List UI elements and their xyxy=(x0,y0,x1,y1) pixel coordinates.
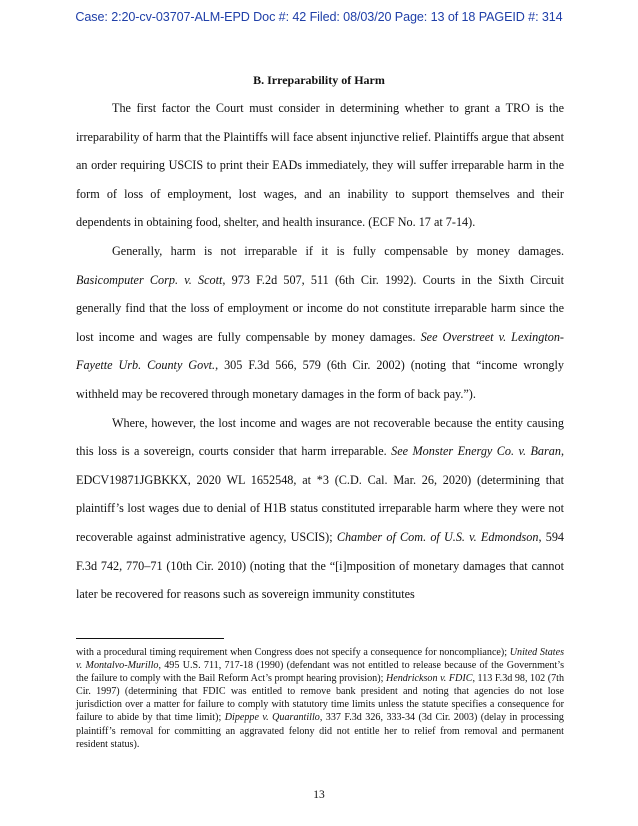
paragraph-text: Where, however, the lost income and wages are not recoverable because the entity causing this loss is a sovereign, courts consider that harm irreparable. xyxy=(76,415,564,459)
section-heading: B. Irreparability of Harm xyxy=(253,73,385,87)
case-citation: See Overstreet v. Lexington-Fayette Urb. County Govt. xyxy=(76,329,564,373)
case-citation: Basicomputer Corp. v. Scott xyxy=(76,272,223,287)
footnote-segment: , 337 F.3d 326, 333-34 (3d Cir. 2003) (delay in processing plaintiff’s removal for committing an aggravated felony did not entitle her to relief from removal and permanent resident status). xyxy=(76,712,564,750)
body-text xyxy=(76,94,564,609)
paragraph-money-damages xyxy=(76,237,564,409)
footnote-text xyxy=(76,646,564,751)
case-citation: Chamber of Com. of U.S. v. Edmondson xyxy=(336,529,539,544)
page-number: 13 xyxy=(313,789,325,801)
case-header: Case: 2:20-cv-03707-ALM-EPD Doc #: 42 Filed: 08/03/20 Page: 13 of 18 PAGEID #: 314 xyxy=(75,10,563,24)
case-citation: Dipeppe v. Quarantillo xyxy=(224,712,320,724)
paragraph-text: , 594 F.3d 742, 770–71 (10th Cir. 2010) (noting that the “[i]mposition of monetary damages that cannot later be recovered for reasons such as sovereign immunity constitutes xyxy=(76,529,565,602)
case-citation: See Monster Energy Co. v. Baran xyxy=(391,444,561,459)
footnote xyxy=(76,646,564,751)
footnote-divider xyxy=(76,638,224,639)
footnote-segment: with a procedural timing requirement when Congress does not specify a consequence for noncompliance); xyxy=(76,647,510,658)
case-citation: United States v. Montalvo-Murillo xyxy=(76,647,565,672)
paragraph-text: The first factor the Court must consider in determining whether to grant a TRO is the irreparability of harm that the Plaintiffs will face absent injunctive relief. Plaintiffs argue that absent an order requiring USCIS to print their EADs immediately, they will suffer irreparable harm in the form of loss of employment, lost wages, and an inability to support themselves and their dependents in obtaining food, shelter, and health insurance. (ECF No. 17 at 7-14). xyxy=(76,101,564,230)
case-citation: Hendrickson v. FDIC xyxy=(385,673,473,685)
footnote-segment: , 113 F.3d 98, 102 (7th Cir. 1997) (determining that FDIC was entitled to remove bank president and noting that agencies do not lose jurisdiction over a matter for failure to comply with statutory time limits unless the statute specifies a consequence for failure to abide by that time limit); xyxy=(76,673,564,724)
footnote-segment: , 495 U.S. 711, 717-18 (1990) (defendant was not entitled to release because of the Government’s the failure to comply with the Bail Reform Act’s prompt hearing provision); xyxy=(76,660,564,685)
paragraph-text: , 305 F.3d 566, 579 (6th Cir. 2002) (noting that “income wrongly withheld may be recovered through monetary damages in the form of back pay.”). xyxy=(76,358,565,401)
paragraph-text: , EDCV19871JGBKKX, 2020 WL 1652548, at *3 (C.D. Cal. Mar. 26, 2020) (determining that plaintiff’s lost wages due to denial of H1B status constituted irreparable harm where they were not recoverable against administrative agency, USCIS); xyxy=(76,444,564,544)
paragraph-text: Generally, harm is not irreparable if it is fully compensable by money damages. xyxy=(112,243,564,258)
paragraph-irreparability-factor xyxy=(76,94,564,237)
paragraph-text: , 973 F.2d 507, 511 (6th Cir. 1992). Courts in the Sixth Circuit generally find that the loss of employment or income do not constitute irreparable harm since the lost income and wages are fully compensable by money damages. xyxy=(76,272,564,344)
paragraph-sovereign-loss xyxy=(76,409,564,609)
